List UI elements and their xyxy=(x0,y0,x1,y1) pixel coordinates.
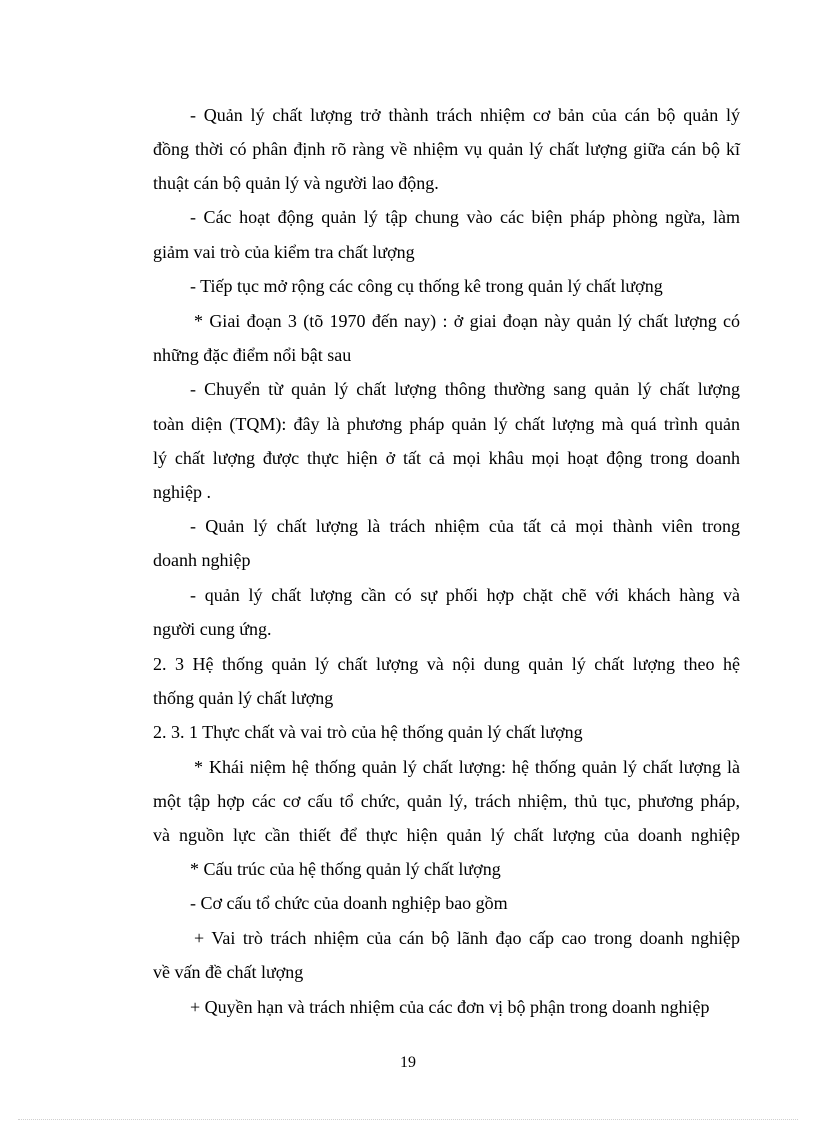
paragraph-line: nghiệp . xyxy=(153,482,211,502)
paragraph-line: về vấn đề chất lượng xyxy=(153,962,304,982)
paragraph-line: - Quản lý chất lượng trở thành trách nhiệm cơ bản của cán bộ quản lý xyxy=(190,105,740,125)
paragraph-line: + Quyền hạn và trách nhiệm của các đơn vị bộ phận trong doanh nghiệp xyxy=(190,997,710,1017)
paragraph-line: người cung ứng. xyxy=(153,619,272,639)
paragraph-line: - Tiếp tục mở rộng các công cụ thống kê trong quản lý chất lượng xyxy=(190,276,663,296)
section-heading: 2. 3 Hệ thống quản lý chất lượng và nội dung quản lý chất lượng theo hệ xyxy=(153,654,740,674)
paragraph-line: * Khái niệm hệ thống quản lý chất lượng: hệ thống quản lý chất lượng là xyxy=(194,757,740,777)
paragraph-line: - Các hoạt động quản lý tập chung vào các biện pháp phòng ngừa, làm xyxy=(190,207,740,227)
paragraph-line: - quản lý chất lượng cần có sự phối hợp chặt chẽ với khách hàng và xyxy=(190,585,740,605)
paragraph-line: toàn diện (TQM): đây là phương pháp quản lý chất lượng mà quá trình quản xyxy=(153,414,740,434)
paragraph-line: - Cơ cấu tổ chức của doanh nghiệp bao gồm xyxy=(190,893,508,913)
page-number: 19 xyxy=(400,1054,416,1071)
section-heading: thống quản lý chất lượng xyxy=(153,688,334,708)
paragraph-line: lý chất lượng được thực hiện ở tất cả mọi khâu mọi hoạt động trong doanh xyxy=(153,448,740,468)
paragraph-line: một tập hợp các cơ cấu tổ chức, quản lý, trách nhiệm, thủ tục, phương pháp, xyxy=(153,791,740,811)
page-bottom-rule xyxy=(18,1119,798,1120)
paragraph-line: - Chuyển từ quản lý chất lượng thông thường sang quản lý chất lượng xyxy=(190,379,740,399)
paragraph-line: đồng thời có phân định rõ ràng về nhiệm vụ quản lý chất lượng giữa cán bộ kĩ xyxy=(153,139,740,159)
paragraph-line: doanh nghiệp xyxy=(153,550,251,570)
paragraph-line: thuật cán bộ quản lý và người lao động. xyxy=(153,173,439,193)
paragraph-line: + Vai trò trách nhiệm của cán bộ lãnh đạo cấp cao trong doanh nghiệp xyxy=(194,928,740,948)
paragraph-line: * Giai đoạn 3 (tõ 1970 đến nay) : ở giai đoạn này quản lý chất lượng có xyxy=(194,311,740,331)
paragraph-line: * Cấu trúc của hệ thống quản lý chất lượng xyxy=(190,859,501,879)
subsection-heading: 2. 3. 1 Thực chất và vai trò của hệ thống quản lý chất lượng xyxy=(153,722,583,742)
paragraph-line: những đặc điểm nổi bật sau xyxy=(153,345,352,365)
paragraph-line: giảm vai trò của kiểm tra chất lượng xyxy=(153,242,415,262)
paragraph-line: - Quản lý chất lượng là trách nhiệm của tất cả mọi thành viên trong xyxy=(190,516,740,536)
paragraph-line: và nguồn lực cần thiết để thực hiện quản lý chất lượng của doanh nghiệp xyxy=(153,825,740,845)
